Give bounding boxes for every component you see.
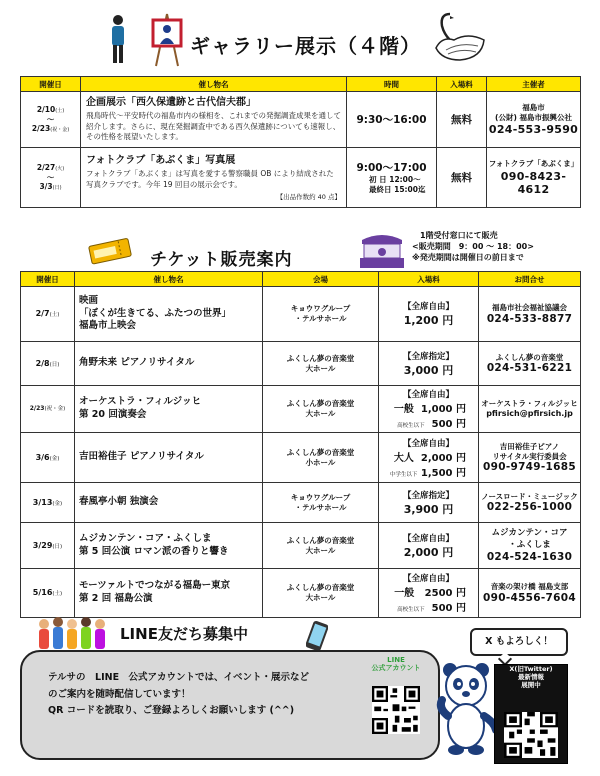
ticket-price: 【全席自由】 2,000 円 <box>379 523 479 569</box>
event-note: 【出品作数約 40 点】 <box>276 192 341 201</box>
event-time: 9:30〜16:00 <box>347 92 437 148</box>
ticket-event: ムジカンテン・コア・ふくしま 第 5 回公演 ロマン派の香りと響き <box>75 523 263 569</box>
ticket-event: 角野未来 ピアノリサイタル <box>75 342 263 386</box>
line-message: テルサの LINE 公式アカウントでは、イベント・展示など のご案内を随時配信しています！ QR コードを読取り、ご登録よろしくお願いします (^^) <box>48 672 309 717</box>
header-time: 時間 <box>347 77 437 92</box>
event-organizer: フォトクラブ「あぶくま」 090-8423-4612 <box>487 148 581 208</box>
header-date: 開催日 <box>21 77 81 92</box>
sales-location: 1階受付窓口にて販売 <box>420 231 498 240</box>
event-time: 9:00〜17:00 初 日 12:00〜 最終日 15:00迄 <box>347 148 437 208</box>
ticket-event: 吉田裕佳子 ピアノリサイタル <box>75 433 263 483</box>
ticket-event: モーツァルトでつながる福島ー東京 第 2 回 福島公演 <box>75 569 263 618</box>
header-fee: 入場料 <box>379 272 479 287</box>
visitor-illustration <box>108 14 128 66</box>
ticket-venue: ふくしん夢の音楽堂 大ホール <box>263 569 379 618</box>
event-description: フォトクラブ「あぶくま」は写真を愛する警察職員 OB により結成された写真クラブです。今年 19 回目の展示会です。 <box>86 169 334 189</box>
line-section-title: LINE友だち募集中 <box>120 625 248 643</box>
ticket-price: 【全席自由】 一般 1,000 円 高校生以下 500 円 <box>379 386 479 433</box>
event-date: 2/27(火) 〜 3/3(日) <box>21 148 81 208</box>
event-title: フォトクラブ「あぶくま」写真展 <box>86 155 236 167</box>
ticket-date: 2/8(日) <box>21 342 75 386</box>
event-fee: 無料 <box>437 148 487 208</box>
sales-period-note: ※発売期間は開催日の前日まで <box>412 253 524 263</box>
table-row <box>21 386 581 433</box>
ticket-price: 【全席指定】 3,900 円 <box>379 483 479 523</box>
ticket-event: 映画 「ぼくが生きてる、ふたつの世界」 福島市上映会 <box>75 287 263 342</box>
ticket-date: 3/29(日) <box>21 523 75 569</box>
table-row <box>21 483 581 523</box>
ticket-sales-info <box>412 230 534 264</box>
ticket-price: 【全席指定】 3,000 円 <box>379 342 479 386</box>
table-row <box>21 523 581 569</box>
ticket-venue: キョウワグループ ・テルサホール <box>263 483 379 523</box>
ticket-date: 2/7(土) <box>21 287 75 342</box>
ticket-table-header <box>21 272 581 287</box>
gallery-table-header <box>21 77 581 92</box>
ticket-contact: オーケストラ・フィルジッヒ pfirsich@pfirsich.jp <box>479 386 581 433</box>
organizer-phone: 024-553-9590 <box>488 123 579 137</box>
event-organizer: 福島市 (公財) 福島市振興公社 024-553-9590 <box>487 92 581 148</box>
header-fee: 入場料 <box>437 77 487 92</box>
ticket-contact: 吉田裕佳子ピアノ リサイタル実行委員会 090-9749-1685 <box>479 433 581 483</box>
ticket-contact: 福島市社会福祉協議会 024-533-8877 <box>479 287 581 342</box>
ticket-venue: キョウワグループ ・テルサホール <box>263 287 379 342</box>
table-row <box>21 287 581 342</box>
table-row <box>21 342 581 386</box>
x-qr-code[interactable] <box>504 712 558 758</box>
ticket-date: 2/23(祝・金) <box>21 386 75 433</box>
header-venue: 会場 <box>263 272 379 287</box>
ticket-event: 春風亭小朝 独演会 <box>75 483 263 523</box>
header-event: 催し物名 <box>81 77 347 92</box>
smartphone-icon <box>306 620 328 652</box>
header-event: 催し物名 <box>75 272 263 287</box>
gallery-table <box>20 76 581 208</box>
x-account-label: X(旧Twitter) 最新情報 展開中 <box>509 665 553 689</box>
event-info <box>81 148 347 208</box>
organizer-phone: 090-8423-4612 <box>500 169 567 196</box>
swan-illustration <box>432 10 488 68</box>
line-qr-label: LINE 公式アカウント <box>371 656 421 673</box>
ticket-event: オーケストラ・フィルジッヒ 第 20 回演奏会 <box>75 386 263 433</box>
ticket-date: 3/6(金) <box>21 433 75 483</box>
ticket-venue: ふくしん夢の音楽堂 大ホール <box>263 342 379 386</box>
event-description: 飛鳥時代〜平安時代の福島市内の様相を、これまでの発掘調査成果を通して紹介します。さらに、現在発掘調査中である西久保遺跡についても速報し、その性格を展望いたします。 <box>86 110 341 142</box>
ticket-contact: 音楽の架け橋 福島支部 090-4556-7604 <box>479 569 581 618</box>
ticket-venue: ふくしん夢の音楽堂 小ホール <box>263 433 379 483</box>
ticket-contact: ムジカンテン・コア ・ふくしま 024-524-1630 <box>479 523 581 569</box>
ticket-section-title: チケット販売案内 <box>150 250 293 270</box>
x-promo-bubble: X もよろしく！ <box>470 628 568 656</box>
event-date: 2/10(土) 〜 2/23(祝・金) <box>21 92 81 148</box>
ticket-date: 3/13(金) <box>21 483 75 523</box>
event-fee: 無料 <box>437 92 487 148</box>
easel-painting-icon <box>150 10 184 68</box>
table-row <box>21 569 581 618</box>
panda-mascot <box>436 660 498 756</box>
table-row <box>21 433 581 483</box>
ticket-date: 5/16(土) <box>21 569 75 618</box>
table-row <box>21 148 581 208</box>
table-row <box>21 92 581 148</box>
ticket-venue: ふくしん夢の音楽堂 大ホール <box>263 386 379 433</box>
ticket-contact: ふくしん夢の音楽堂 024-531-6221 <box>479 342 581 386</box>
gallery-title: ギャラリー展示（４階） <box>190 34 421 58</box>
ticket-price: 【全席自由】 一般 2500 円 高校生以下 500 円 <box>379 569 479 618</box>
line-qr-code[interactable] <box>372 686 420 734</box>
ticket-price: 【全席自由】 1,200 円 <box>379 287 479 342</box>
ticket-price: 【全席自由】 大人 2,000 円 中学生以下 1,500 円 <box>379 433 479 483</box>
ticket-contact: ノースロード・ミュージック 022-256-1000 <box>479 483 581 523</box>
header-organizer: 主催者 <box>487 77 581 92</box>
people-group-illustration <box>36 616 116 652</box>
sales-hours: <販売期間 9：00 〜 18：00> <box>412 242 534 252</box>
ticket-venue: ふくしん夢の音楽堂 大ホール <box>263 523 379 569</box>
ticket-icon <box>86 236 136 266</box>
header-contact: お問合せ <box>479 272 581 287</box>
ticket-booth-icon <box>358 230 406 270</box>
ticket-table <box>20 271 581 618</box>
header-date: 開催日 <box>21 272 75 287</box>
event-info <box>81 92 347 148</box>
event-title: 企画展示「西久保遺跡と古代信夫郡」 <box>86 96 256 108</box>
